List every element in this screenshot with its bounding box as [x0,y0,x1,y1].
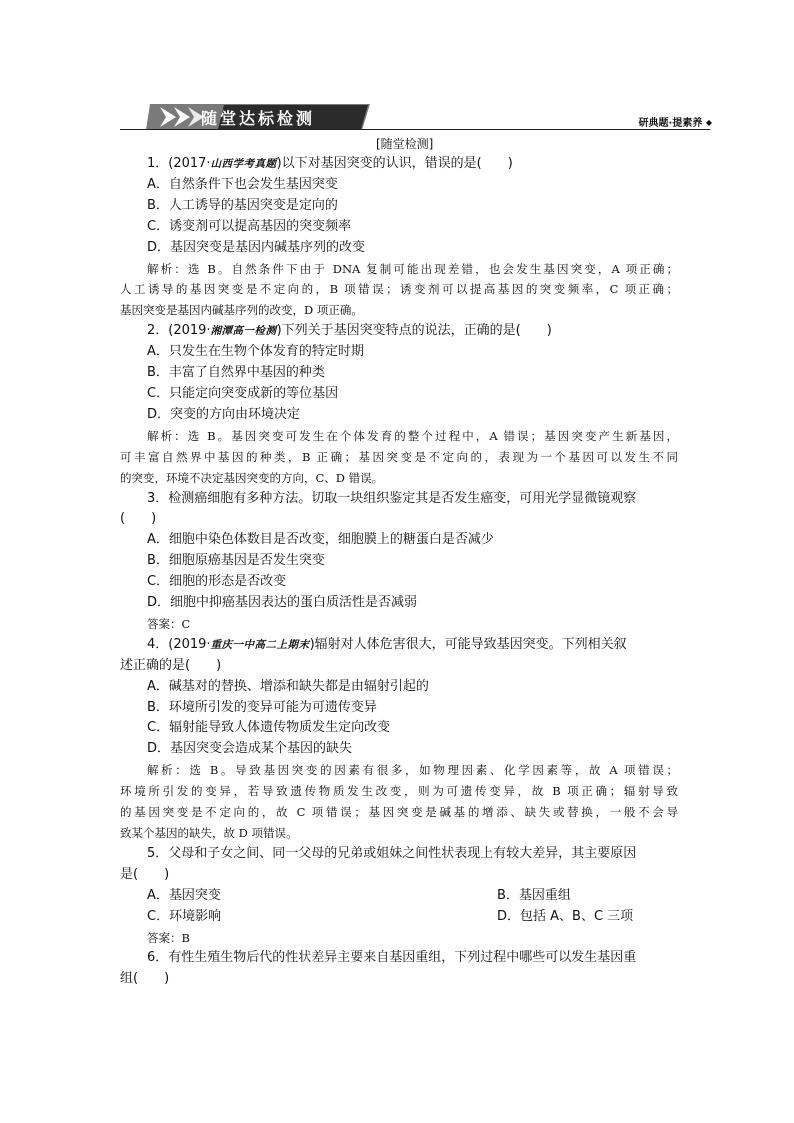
option: B．丰富了自然界中基因的种类 [147,365,325,381]
question-number: 1．(2017· [147,156,211,171]
analysis-line: 解析：选 B。基因突变可发生在个体发育的整个过程中，A 错误；基因突变产生新基因， [147,428,678,443]
question-source: 重庆一中高二上期末 [210,638,310,651]
banner-title: 随堂达标检测 [201,109,316,128]
option: C．只能定向突变成新的等位基因 [147,385,339,401]
section-header [120,104,712,130]
question-5-stem: 5．父母和子女之间、同一父母的兄弟或姐妹之间性状表现上有较大差异，其主要原因 [147,845,637,861]
question-number: 2．(2019· [147,323,211,339]
option: A．碱基对的替换、增添和缺失都是由辐射引起的 [147,678,429,694]
question-source: 山西学考真题 [210,158,277,170]
option: C．辐射能导致人体遗传物质发生定向改变 [147,720,391,736]
option: C．细胞的形态是否改变 [147,574,287,590]
option-row [120,907,678,928]
brand-label: 研典题·提素养 [638,118,703,129]
document-body [120,154,678,990]
option: B．人工诱导的基因突变是定向的 [147,197,338,213]
option: C．诱变剂可以提高基因的突变频率 [147,218,352,234]
analysis-line: 解析：选 B。导致基因突变的因素有很多，如物理因素、化学因素等，故 A 项错误； [147,763,678,778]
option: D．细胞中抑癌基因表达的蛋白质活性是否减弱 [147,595,418,611]
option: A．细胞中染色体数目是否改变，细胞膜上的糖蛋白是否减少 [147,532,494,548]
analysis-line: 可丰富自然界中基因的种类，B 正确；基因突变是不定向的，表现为一个基因可以发生不同 [120,449,678,464]
question-text: )下列关于基因突变特点的说法，正确的是( ) [276,323,552,339]
question-6-stem: 6．有性生殖生物后代的性状差异主要来自基因重组，下列过程中哪些可以发生基因重 [147,950,637,966]
option: D．包括 A、B、C 三项 [497,908,634,924]
question-5-stem-cont: 是( ) [120,866,170,882]
option: B．基因重组 [497,887,571,903]
option: D．基因突变会造成某个基因的缺失 [147,741,353,757]
question-source: 湘潭高一检测 [210,325,277,338]
option: D．突变的方向由环境决定 [147,406,301,422]
question-4-stem [120,635,678,656]
answer: 答案：B [147,930,190,945]
analysis-line: 人工诱导的基因突变是不定向的，B 项错误；诱变剂可以提高基因的突变频率，C 项正确； [120,282,678,297]
answer: 答案：C [147,616,191,631]
analysis-line: 致某个基因的缺失，故 D 项错误。 [120,826,298,840]
option: B．环境所引发的变异可能为可遗传变异 [147,699,377,715]
question-3-stem-cont: ( ) [120,511,157,527]
option-row [120,886,678,907]
option: C．环境影响 [147,908,222,924]
option: A．只发生在生物个体发育的特定时期 [147,344,364,360]
brand-text [639,114,712,129]
analysis-line: 解析：选 B。自然条件下由于 DNA 复制可能出现差错，也会发生基因突变，A 项正确； [147,261,678,276]
question-2-stem [120,321,678,342]
question-6-stem-cont: 组( ) [120,971,170,987]
diamond-icon: ◆ [705,118,712,127]
analysis-line: 环境所引发的变异，若导致遗传物质发生改变，则为可遗传变异，故 B 项正确；辐射导致 [120,784,678,799]
question-4-stem-cont: 述正确的是( ) [120,657,222,673]
option: D．基因突变是基因内碱基序列的改变 [147,239,366,255]
question-text: )以下对基因突变的认识，错误的是( ) [276,156,513,171]
header-rule [120,129,710,130]
question-3-stem: 3．检测癌细胞有多种方法。切取一块组织鉴定其是否发生癌变，可用光学显微镜观察 [147,490,637,506]
option: B．细胞原癌基因是否发生突变 [147,553,325,569]
question-number: 4．(2019· [147,636,211,652]
question-1-stem [120,154,678,175]
option: A．自然条件下也会发生基因突变 [147,176,338,192]
section-title: [随堂检测] [376,137,434,151]
analysis-line: 的基因突变是不定向的，故 C 项错误；基因突变是碱基的增添、缺失或替换，一般不会导 [120,805,678,820]
analysis-line: 的突变，环境不决定基因突变的方向，C、D 错误。 [120,470,384,485]
question-text: )辐射对人体危害很大，可能导致基因突变。下列相关叙 [309,636,627,652]
option: A．基因突变 [147,887,221,903]
analysis-line: 基因突变是基因内碱基序列的改变，D 项正确。 [120,303,363,318]
